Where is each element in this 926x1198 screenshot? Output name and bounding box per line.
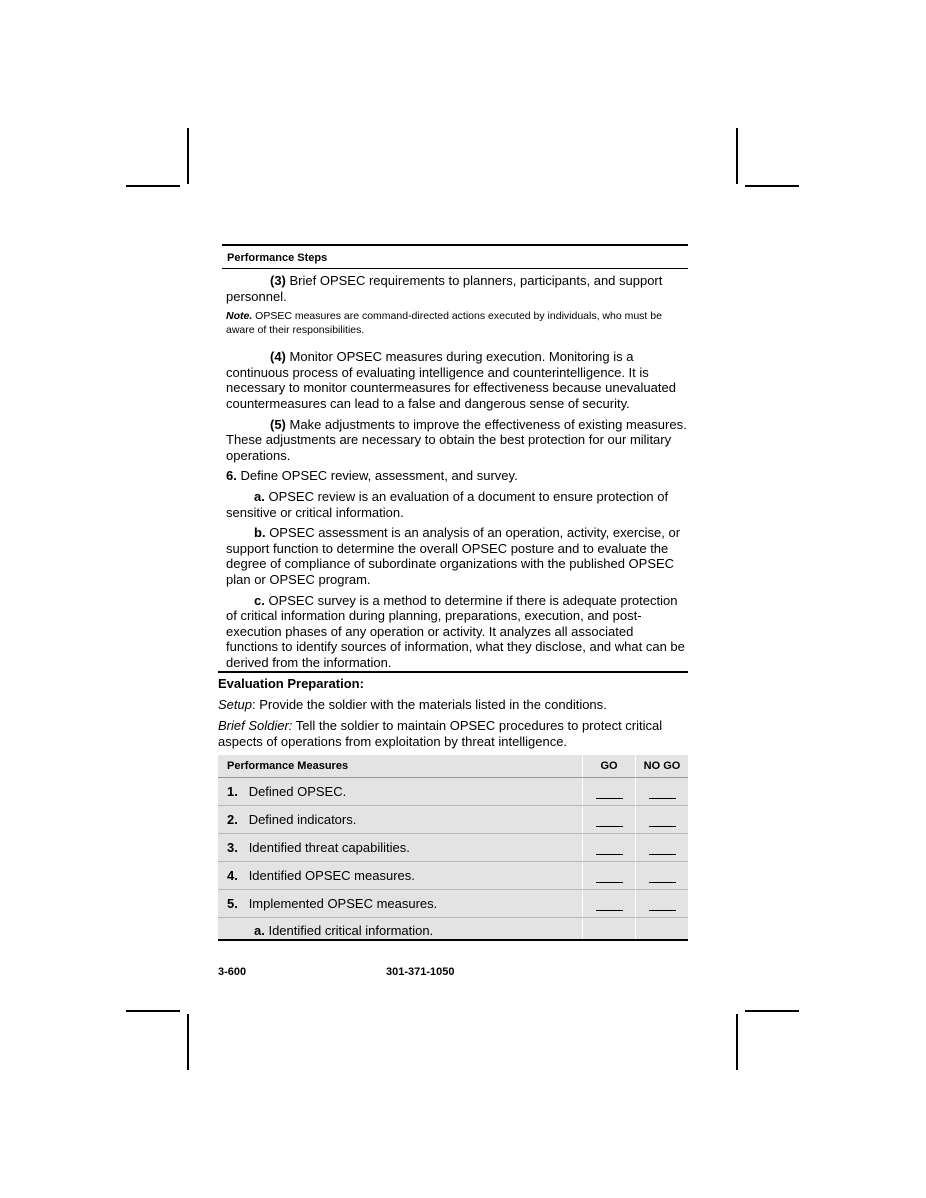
step-4-text: Monitor OPSEC measures during execution. Monitoring is a continuous process of evaluating intelligence and counterintelligence. It is necessary to monitor countermeasures for effectiveness because unevaluated countermeasures can lead to a false and dangerous sense of security. (226, 349, 676, 411)
crop-mark-top-left-v (187, 128, 189, 184)
step-6-number: 6. (226, 468, 237, 484)
crop-mark-bottom-right-v (736, 1014, 738, 1070)
crop-mark-top-right-v (736, 128, 738, 184)
go-blank[interactable] (596, 872, 623, 883)
measure-number: 2. (227, 812, 238, 828)
step-5-number: (5) (270, 416, 286, 432)
step-6b-number: b. (254, 525, 266, 541)
nogo-blank[interactable] (649, 788, 676, 799)
step-6c-number: c. (254, 592, 265, 608)
measure-text: Identified threat capabilities. (248, 840, 410, 856)
step-6b-text: OPSEC assessment is an analysis of an operation, activity, exercise, or support function to determine the overall OPSEC posture and to evaluate the degree of compliance of subordinate organizations with the published OPSEC plan or OPSEC program. (226, 525, 681, 587)
step-6 (226, 468, 688, 484)
nogo-blank[interactable] (649, 844, 676, 855)
measure-text: Defined indicators. (248, 812, 357, 828)
performance-steps (218, 273, 688, 670)
evaluation-preparation (218, 671, 688, 749)
step-6a (226, 489, 688, 520)
step-3-text: Brief OPSEC requirements to planners, participants, and support personnel. (226, 273, 663, 304)
step-3-number: (3) (270, 273, 286, 288)
measure-text: Identified critical information. (268, 923, 434, 939)
setup-line (218, 697, 688, 713)
nogo-cell[interactable] (636, 806, 689, 834)
table-row (218, 806, 688, 834)
table-row (218, 834, 688, 862)
performance-steps-header: Performance Steps (222, 244, 688, 269)
table-header-row (218, 755, 688, 778)
measure-text: Identified OPSEC measures. (248, 868, 415, 884)
table-row (218, 918, 688, 941)
go-blank[interactable] (596, 844, 623, 855)
crop-mark-bottom-right-h (745, 1010, 799, 1012)
nogo-blank[interactable] (649, 872, 676, 883)
step-3 (226, 273, 688, 304)
measure-cell (218, 806, 583, 834)
evaluation-title: Evaluation Preparation: (218, 676, 364, 692)
brief-label: Brief Soldier: (218, 718, 293, 734)
crop-mark-bottom-left-h (126, 1010, 180, 1012)
page-content (218, 244, 688, 941)
measure-text: Implemented OPSEC measures. (248, 896, 438, 912)
step-6b (226, 525, 688, 587)
step-6-text: Define OPSEC review, assessment, and survey. (240, 468, 518, 484)
measure-cell (218, 890, 583, 918)
measure-number: 5. (227, 896, 238, 912)
measures-header: Performance Measures (218, 755, 583, 778)
step-6a-number: a. (254, 488, 265, 504)
measure-cell (218, 834, 583, 862)
nogo-cell[interactable] (636, 862, 689, 890)
nogo-cell[interactable] (636, 778, 689, 806)
measure-cell (218, 918, 583, 941)
go-cell[interactable] (583, 778, 636, 806)
step-4 (226, 349, 688, 411)
step-5 (226, 417, 688, 464)
crop-mark-bottom-left-v (187, 1014, 189, 1070)
measure-number: a. (254, 923, 265, 939)
measure-number: 3. (227, 840, 238, 856)
performance-measures-table (218, 755, 688, 941)
go-cell[interactable] (583, 806, 636, 834)
nogo-cell[interactable] (636, 834, 689, 862)
measure-number: 4. (227, 868, 238, 884)
note-text: OPSEC measures are command-directed actions executed by individuals, who must be aware of their responsibilities. (226, 310, 662, 337)
nogo-cell[interactable] (636, 890, 689, 918)
go-cell[interactable] (583, 890, 636, 918)
nogo-blank[interactable] (649, 900, 676, 911)
step-5-text: Make adjustments to improve the effectiveness of existing measures. These adjustments are necessary to obtain the best protection for our military operations. (226, 416, 687, 463)
go-cell[interactable] (583, 862, 636, 890)
table-row (218, 862, 688, 890)
brief-line (218, 718, 688, 749)
crop-mark-top-right-h (745, 185, 799, 187)
table-row (218, 778, 688, 806)
document-number: 301-371-1050 (386, 966, 455, 978)
crop-mark-top-left-h (126, 185, 180, 187)
note-label: Note. (226, 310, 253, 323)
page-number: 3-600 (218, 966, 247, 978)
measure-text: Defined OPSEC. (248, 784, 347, 800)
nogo-blank[interactable] (649, 816, 676, 827)
brief-text: Tell the soldier to maintain OPSEC procedures to protect critical aspects of operations from exploitation by threat intelligence. (218, 718, 663, 749)
nogo-header: NO GO (636, 755, 689, 778)
setup-label: Setup (218, 697, 252, 713)
step-6c (226, 593, 688, 671)
table-row (218, 890, 688, 918)
go-blank[interactable] (596, 788, 623, 799)
step-6c-text: OPSEC survey is a method to determine if there is adequate protection of critical information during planning, preparations, execution, and post-execution phases of any operation or activity. It analyzes all associated functions to identify sources of information, what they disclose, and what can be derived from the information. (226, 592, 685, 670)
measure-number: 1. (227, 784, 238, 800)
setup-text: : Provide the soldier with the materials listed in the conditions. (251, 697, 607, 713)
go-cell[interactable] (583, 834, 636, 862)
go-blank[interactable] (596, 816, 623, 827)
measure-cell (218, 862, 583, 890)
measure-cell (218, 778, 583, 806)
go-blank[interactable] (596, 900, 623, 911)
nogo-cell (636, 918, 689, 941)
note (226, 309, 688, 337)
step-4-number: (4) (270, 349, 286, 365)
go-header: GO (583, 755, 636, 778)
go-cell (583, 918, 636, 941)
step-6a-text: OPSEC review is an evaluation of a document to ensure protection of sensitive or critical information. (226, 488, 669, 520)
